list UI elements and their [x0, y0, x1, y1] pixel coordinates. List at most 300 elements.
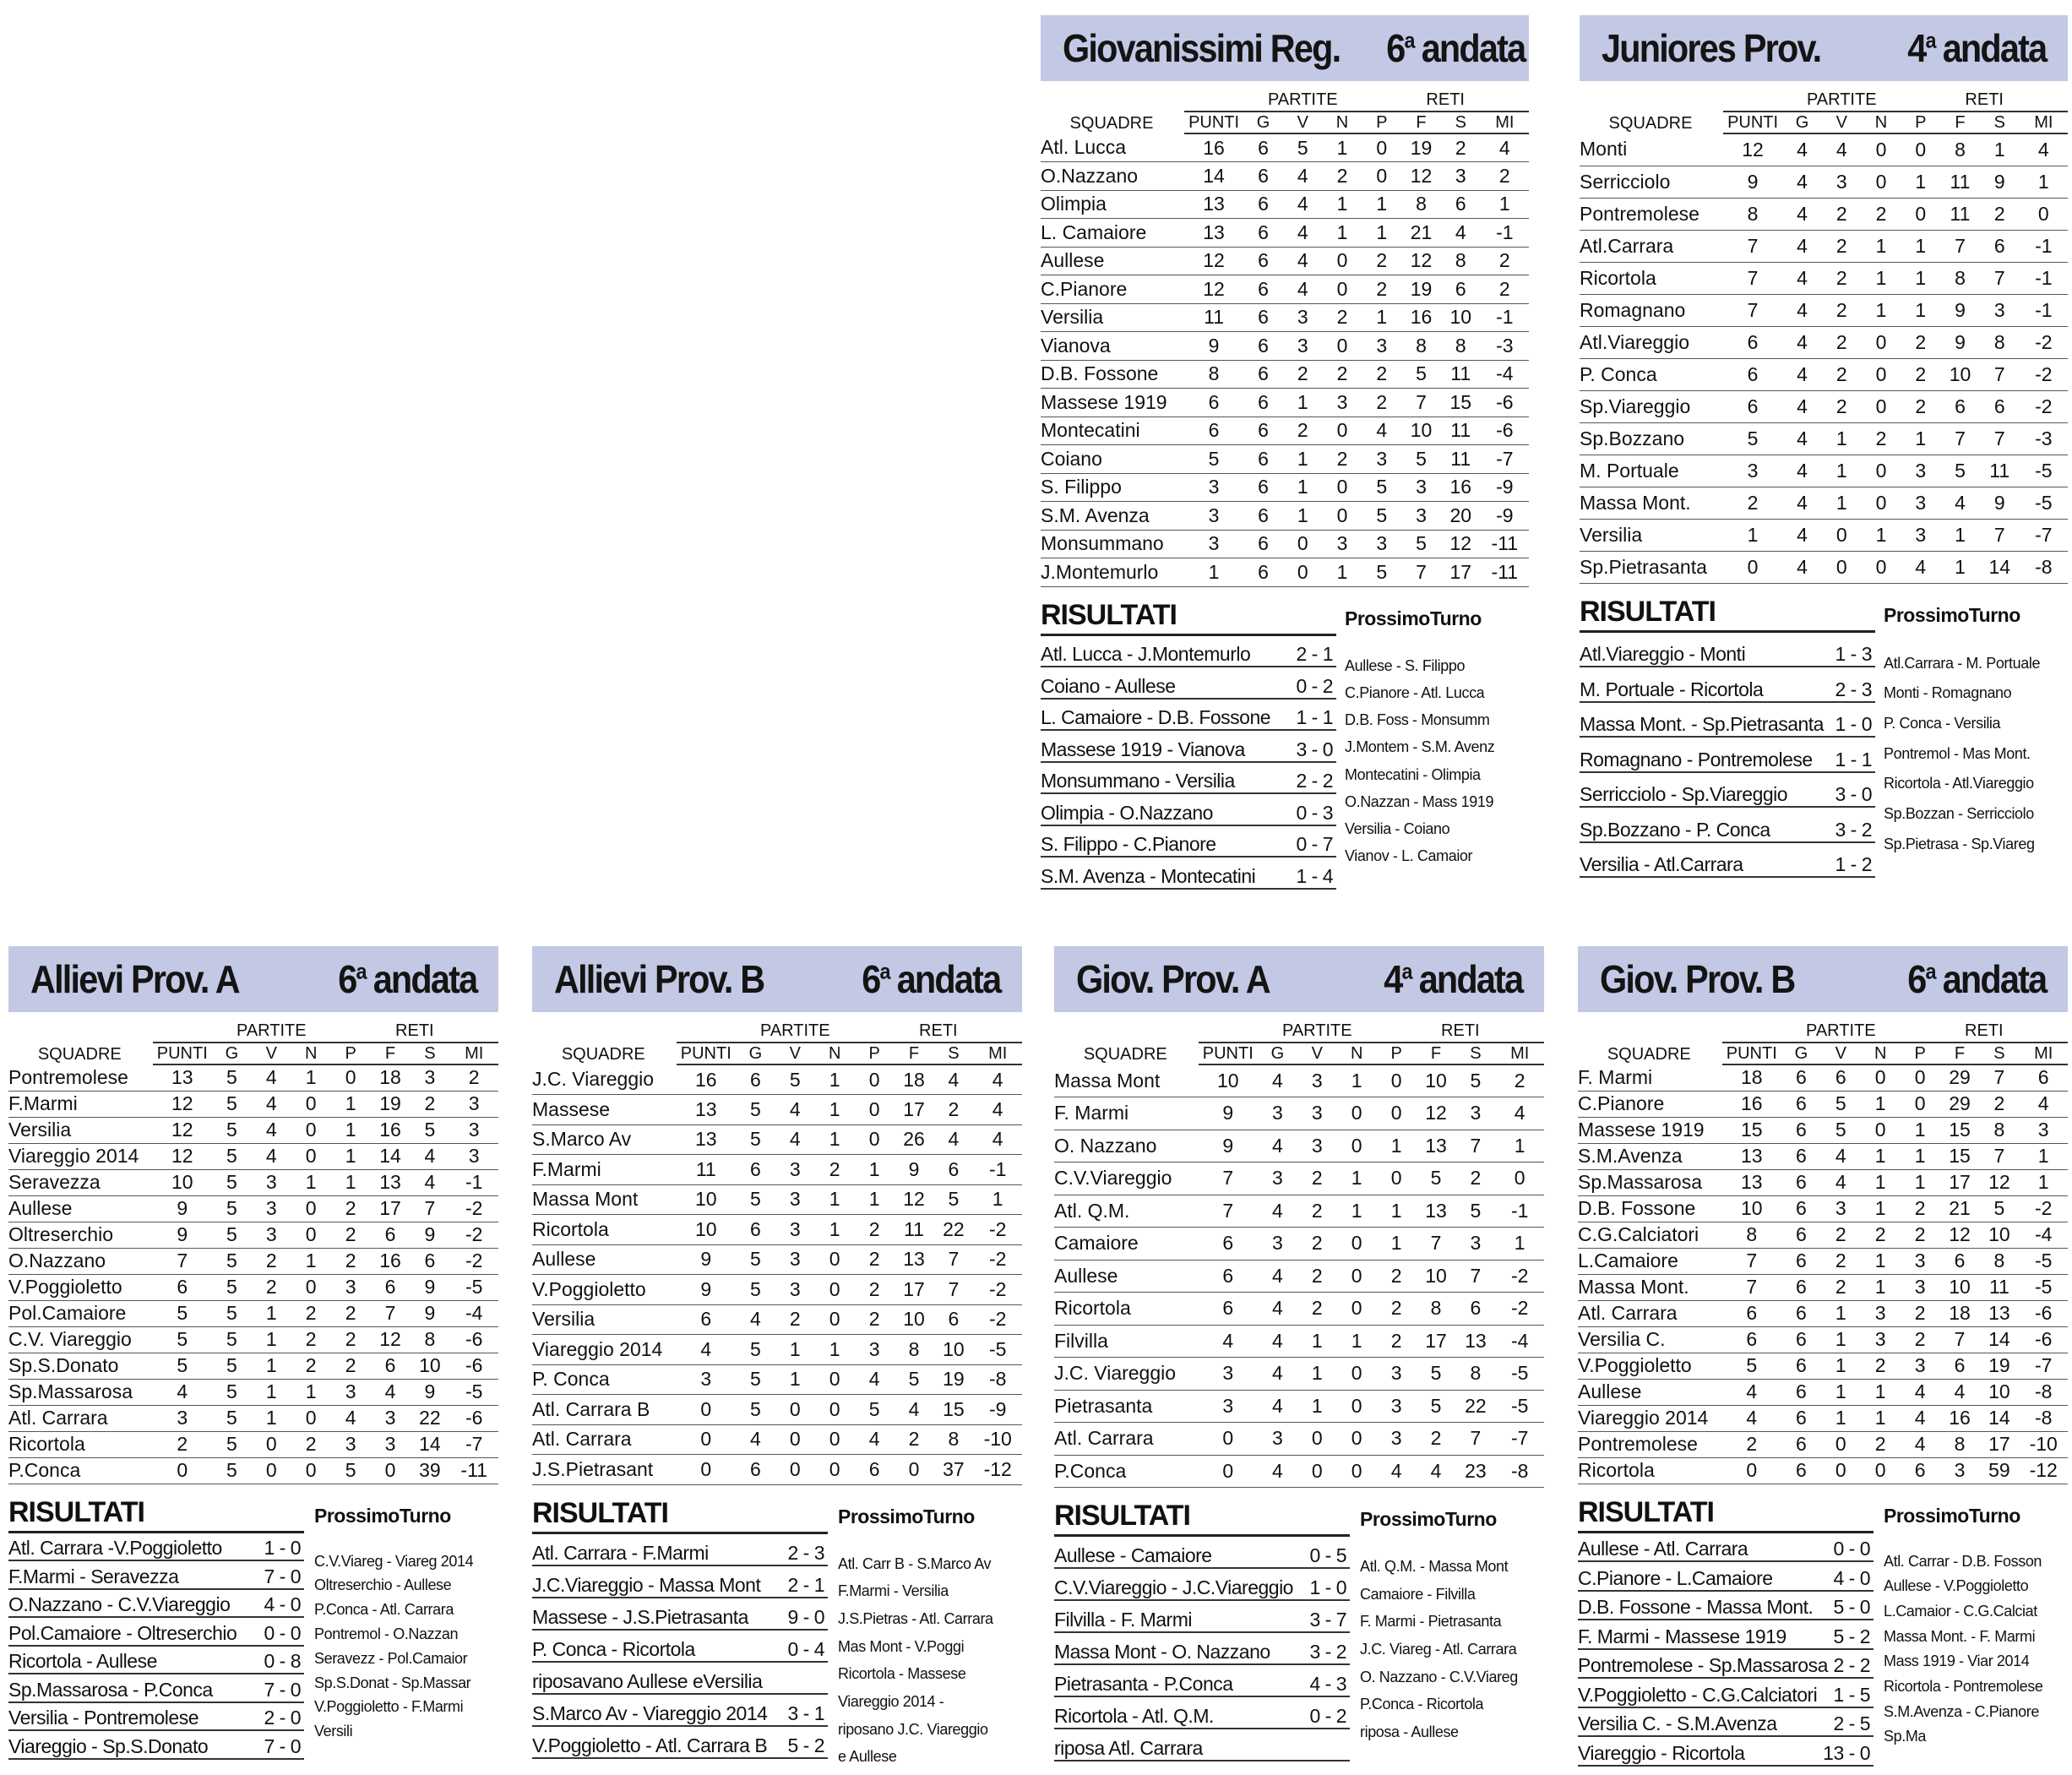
column-header-g: G	[1243, 112, 1283, 133]
team-stat: 6	[1243, 162, 1283, 191]
team-stat: 1	[1822, 487, 1862, 519]
team-stat: 6	[1980, 390, 2020, 422]
team-stat: 3	[371, 1405, 411, 1431]
team-stat: 9	[410, 1300, 449, 1326]
league-title: Giov. Prov. A	[1076, 957, 1270, 1001]
team-stat: 1	[291, 1064, 331, 1091]
team-stat: -11	[1481, 530, 1529, 558]
team-stat: 2	[895, 1424, 934, 1455]
results-list	[1580, 596, 1875, 879]
team-stat: 6	[1901, 1457, 1940, 1484]
team-stat: -10	[2019, 1431, 2068, 1457]
match-score: 1 - 0	[264, 1537, 301, 1559]
team-stat: 7	[1455, 1130, 1495, 1162]
team-stat: 9	[1199, 1130, 1258, 1162]
team-name: Massese 1919	[1041, 389, 1184, 417]
column-header-f: F	[1417, 1043, 1456, 1064]
team-stat: 3	[775, 1184, 815, 1215]
team-stat: 1	[1861, 1143, 1901, 1169]
team-stat: 2	[449, 1064, 498, 1091]
squadre-header: SQUADRE	[561, 1045, 645, 1064]
team-stat: 2	[1455, 1162, 1495, 1195]
team-stat: 1	[1822, 455, 1862, 487]
table-row	[1041, 303, 1529, 332]
team-stat: -4	[2019, 1222, 2068, 1248]
team-stat: 3	[1323, 530, 1362, 558]
team-stat: 6	[736, 1064, 775, 1095]
team-stat: 4	[736, 1424, 775, 1455]
team-stat: 5	[212, 1117, 252, 1143]
team-stat: 3	[410, 1064, 449, 1091]
result-row	[532, 1695, 828, 1727]
team-stat: 2	[1323, 360, 1362, 389]
team-stat: 16	[1940, 1405, 1980, 1431]
table-row	[1054, 1097, 1544, 1130]
team-stat: 2	[1901, 358, 1940, 390]
team-stat: 1	[973, 1184, 1022, 1215]
team-stat: 5	[1417, 1390, 1456, 1423]
match-score: 7 - 0	[264, 1678, 301, 1701]
team-stat: 6	[1722, 1326, 1781, 1353]
team-stat: 2	[1283, 417, 1323, 445]
round-ordinal: a	[1925, 27, 1935, 53]
team-stat: 1	[1821, 1405, 1861, 1431]
result-row	[1580, 843, 1875, 879]
result-row	[1041, 731, 1336, 763]
team-stat: 19	[1401, 275, 1441, 304]
team-stat: 1	[855, 1184, 895, 1215]
table-row	[1054, 1423, 1544, 1456]
next-match: Aullese - V.Poggioletto	[1884, 1577, 2029, 1595]
team-stat: 1	[1495, 1228, 1544, 1260]
team-stat: 3	[1455, 1097, 1495, 1130]
round-label	[338, 956, 476, 1002]
column-header-s: S	[1441, 112, 1481, 133]
match-score: 9 - 0	[787, 1605, 824, 1628]
next-round-title: ProssimoTurno	[1884, 1504, 2020, 1527]
round-ordinal: a	[1404, 27, 1414, 53]
team-stat: 4	[1782, 358, 1822, 390]
team-stat: -4	[449, 1300, 498, 1326]
round-number: 4	[1906, 26, 1926, 70]
team-stat: 1	[1901, 1169, 1940, 1195]
team-name: D.B. Fossone	[1041, 360, 1184, 389]
team-stat: -2	[449, 1195, 498, 1222]
results-title: RISULTATI	[8, 1496, 304, 1533]
match-teams: Viareggio - Sp.S.Donato	[8, 1734, 209, 1757]
match-score: 2 - 3	[787, 1541, 824, 1564]
column-header-p: P	[1901, 112, 1940, 133]
next-match: Atl. Carrar - D.B. Fosson	[1884, 1552, 2042, 1570]
column-header-n: N	[1862, 112, 1901, 133]
team-stat: 8	[1184, 360, 1243, 389]
team-stat: 2	[1821, 1248, 1861, 1274]
table-row	[1580, 551, 2068, 583]
column-header-g: G	[1781, 1043, 1821, 1064]
team-stat: 6	[1243, 558, 1283, 587]
team-stat: 3	[1901, 455, 1940, 487]
match-teams: Pontremolese - Sp.Massarosa	[1578, 1654, 1828, 1676]
team-stat: 2	[1979, 1091, 2019, 1117]
team-stat: 1	[1283, 389, 1323, 417]
column-header-n: N	[1861, 1043, 1901, 1064]
team-stat: 8	[1441, 332, 1481, 361]
results-list	[1578, 1496, 1874, 1767]
team-stat: 5	[736, 1335, 775, 1365]
team-stat: 0	[1337, 1260, 1377, 1293]
team-stat: 14	[1979, 1326, 2019, 1353]
team-stat: 4	[1258, 1325, 1297, 1358]
results-area	[1054, 1500, 1544, 1761]
team-stat: 2	[1862, 422, 1901, 455]
team-stat: 2	[1722, 1431, 1781, 1457]
team-stat: 1	[1362, 219, 1401, 248]
team-stat: 0	[1362, 133, 1401, 162]
team-stat: 4	[1283, 247, 1323, 275]
table-row	[532, 1124, 1022, 1155]
team-name: F.Marmi	[532, 1155, 677, 1185]
team-stat: 8	[1441, 247, 1481, 275]
team-name: Atl. Lucca	[1041, 133, 1184, 162]
team-stat: 3	[775, 1155, 815, 1185]
team-stat: 3	[331, 1379, 371, 1405]
team-stat: 1	[1821, 1300, 1861, 1326]
team-stat: 2	[252, 1274, 291, 1300]
team-stat: 3	[1455, 1228, 1495, 1260]
team-stat: -5	[2020, 455, 2068, 487]
table-row	[1578, 1326, 2068, 1353]
table-row	[1041, 389, 1529, 417]
next-match: L.Camaior - C.G.Calciat	[1884, 1602, 2037, 1620]
column-header-punti: PUNTI	[1184, 112, 1243, 133]
team-stat: 22	[1455, 1390, 1495, 1423]
team-stat: 1	[1297, 1325, 1337, 1358]
team-stat: 2	[331, 1300, 371, 1326]
team-stat: 3	[1861, 1300, 1901, 1326]
team-stat: 1	[291, 1248, 331, 1274]
team-name: P.Conca	[1054, 1455, 1199, 1488]
team-stat: -9	[1481, 502, 1529, 531]
column-header-p: P	[331, 1043, 371, 1064]
team-stat: 4	[1782, 133, 1822, 166]
match-teams: L. Camaiore - D.B. Fossone	[1041, 706, 1271, 728]
team-stat: 2	[1822, 230, 1862, 262]
team-stat: -3	[2020, 422, 2068, 455]
table-row	[1580, 326, 2068, 358]
team-stat: 6	[1184, 389, 1243, 417]
column-header-mi: MI	[1495, 1043, 1544, 1064]
team-stat: 0	[1862, 551, 1901, 583]
team-name: Pontremolese	[1578, 1431, 1722, 1457]
team-stat: 0	[815, 1304, 855, 1335]
round-number: 6	[1906, 957, 1926, 1001]
table-row	[532, 1155, 1022, 1185]
team-stat: 1	[1980, 133, 2020, 166]
team-stat: 5	[736, 1124, 775, 1155]
team-stat: 19	[1401, 133, 1441, 162]
team-stat: 4	[410, 1143, 449, 1169]
match-teams: O.Nazzano - C.V.Viareggio	[8, 1593, 231, 1615]
team-stat: 2	[252, 1248, 291, 1274]
next-round	[1884, 1496, 2068, 1767]
team-name: D.B. Fossone	[1578, 1195, 1722, 1222]
round-label	[862, 956, 1000, 1002]
team-stat: 2	[331, 1248, 371, 1274]
team-stat: 12	[371, 1326, 411, 1353]
team-stat: 11	[1441, 445, 1481, 474]
team-stat: 6	[1441, 275, 1481, 304]
team-stat: 0	[1297, 1455, 1337, 1488]
team-stat: 5	[212, 1457, 252, 1484]
team-stat: 0	[291, 1222, 331, 1248]
team-stat: 1	[1821, 1379, 1861, 1405]
column-header-s: S	[933, 1043, 973, 1064]
team-stat: 1	[1377, 1130, 1417, 1162]
team-stat: 4	[775, 1095, 815, 1125]
team-stat: 4	[1258, 1260, 1297, 1293]
team-stat: 3	[1297, 1064, 1337, 1097]
team-stat: 1	[1377, 1228, 1417, 1260]
column-header-mi: MI	[973, 1043, 1022, 1064]
team-stat: 26	[895, 1124, 934, 1155]
team-stat: 5	[1940, 455, 1980, 487]
team-stat: 0	[252, 1431, 291, 1457]
column-header-f: F	[1401, 112, 1441, 133]
team-stat: 4	[973, 1064, 1022, 1095]
result-row	[1041, 826, 1336, 858]
team-name: Camaiore	[1054, 1228, 1199, 1260]
team-stat: 1	[1901, 1143, 1940, 1169]
team-stat: 1	[1901, 230, 1940, 262]
team-stat: 5	[410, 1117, 449, 1143]
team-name: Atl.Carrara	[1580, 230, 1723, 262]
result-row	[532, 1598, 828, 1631]
team-stat: 4	[1258, 1130, 1297, 1162]
team-stat: 1	[252, 1300, 291, 1326]
result-row	[1041, 794, 1336, 826]
team-stat: 0	[855, 1124, 895, 1155]
team-stat: 3	[1362, 332, 1401, 361]
team-stat: 3	[1362, 445, 1401, 474]
match-score: 1 - 1	[1835, 748, 1872, 770]
team-stat: 1	[1362, 190, 1401, 219]
team-stat: 10	[1417, 1260, 1456, 1293]
team-stat: 22	[933, 1215, 973, 1245]
team-stat: 0	[1337, 1455, 1377, 1488]
team-stat: 17	[1441, 558, 1481, 587]
team-stat: 1	[291, 1169, 331, 1195]
match-score: 1 - 3	[1835, 643, 1872, 665]
team-stat: 4	[153, 1379, 212, 1405]
team-stat: 11	[677, 1155, 736, 1185]
team-name: J.C. Viareggio	[532, 1064, 677, 1095]
result-row	[8, 1731, 304, 1760]
team-stat: 9	[153, 1222, 212, 1248]
round-label	[1907, 956, 2046, 1002]
team-stat: 1	[1297, 1390, 1337, 1423]
team-name: Atl. Q.M.	[1054, 1195, 1199, 1228]
team-stat: 3	[1401, 473, 1441, 502]
next-round-title: ProssimoTurno	[1345, 607, 1482, 629]
team-stat: 4	[371, 1379, 411, 1405]
team-stat: 2	[331, 1222, 371, 1248]
standings-table	[1041, 90, 1529, 587]
standings-table	[1580, 90, 2068, 584]
team-name: S.Marco Av	[532, 1124, 677, 1155]
team-stat: -2	[2020, 390, 2068, 422]
team-stat: 1	[252, 1405, 291, 1431]
match-score: 1 - 5	[1833, 1683, 1870, 1706]
next-match: D.B. Foss - Monsumm	[1345, 711, 1490, 728]
team-stat: 0	[2020, 198, 2068, 230]
table-row	[1041, 360, 1529, 389]
match-teams: Coiano - Aullese	[1041, 674, 1176, 697]
team-stat: 0	[1323, 275, 1362, 304]
table-row	[1041, 275, 1529, 304]
team-name: Sp.Pietrasanta	[1580, 551, 1723, 583]
team-stat: 7	[1722, 1274, 1781, 1300]
team-name: J.S.Pietrasant	[532, 1455, 677, 1485]
match-score: 2 - 5	[1833, 1712, 1870, 1734]
column-header-p: P	[855, 1043, 895, 1064]
table-row	[8, 1117, 498, 1143]
team-stat: 16	[371, 1117, 411, 1143]
team-name: Massa Mont.	[1580, 487, 1723, 519]
team-stat: 1	[815, 1335, 855, 1365]
team-stat: 7	[1723, 262, 1782, 294]
column-header-mi: MI	[449, 1043, 498, 1064]
team-stat: 9	[153, 1195, 212, 1222]
team-stat: 3	[1821, 1195, 1861, 1222]
match-teams: Versilia - Atl.Carrara	[1580, 853, 1743, 875]
table-row	[8, 1326, 498, 1353]
team-stat: 6	[1455, 1293, 1495, 1326]
team-stat: 0	[1337, 1130, 1377, 1162]
result-row	[1578, 1650, 1874, 1680]
table-row	[1054, 1325, 1544, 1358]
team-stat: 1	[1297, 1358, 1337, 1391]
team-name: Vianova	[1041, 332, 1184, 361]
team-stat: 5	[1401, 360, 1441, 389]
column-header-f: F	[1940, 112, 1980, 133]
team-stat: 1	[1901, 262, 1940, 294]
header-group-row	[1041, 90, 1529, 112]
team-stat: 6	[1184, 417, 1243, 445]
team-stat: 4	[252, 1091, 291, 1117]
team-stat: 7	[1980, 358, 2020, 390]
team-stat: 10	[677, 1184, 736, 1215]
team-stat: 1	[815, 1064, 855, 1095]
team-stat: 2	[1723, 487, 1782, 519]
team-stat: 5	[736, 1244, 775, 1275]
team-stat: 5	[736, 1275, 775, 1305]
team-stat: 0	[677, 1424, 736, 1455]
team-name: Versilia C.	[1578, 1326, 1722, 1353]
match-score: 0 - 5	[1309, 1544, 1346, 1566]
team-stat: 5	[212, 1300, 252, 1326]
team-stat: 0	[775, 1455, 815, 1485]
next-match: Viareggio 2014 -	[838, 1692, 944, 1710]
team-name: F. Marmi	[1054, 1097, 1199, 1130]
team-name: Massa Mont.	[1578, 1274, 1722, 1300]
team-stat: 6	[1781, 1117, 1821, 1143]
team-stat: 10	[153, 1169, 212, 1195]
team-stat: 2	[1901, 326, 1940, 358]
result-row	[8, 1674, 304, 1703]
team-stat: 2	[1297, 1260, 1337, 1293]
result-row	[1054, 1569, 1350, 1601]
table-row	[1578, 1195, 2068, 1222]
team-stat: 2	[1980, 198, 2020, 230]
match-teams: C.V.Viareggio - J.C.Viareggio	[1054, 1576, 1293, 1598]
team-stat: 5	[1821, 1117, 1861, 1143]
team-name: Massese	[532, 1095, 677, 1125]
team-stat: 1	[252, 1326, 291, 1353]
standings-table	[1578, 1021, 2068, 1484]
column-header-v: V	[252, 1043, 291, 1064]
team-stat: 10	[1417, 1064, 1456, 1097]
table-row	[1054, 1162, 1544, 1195]
match-teams: F.Marmi - Seravezza	[8, 1565, 179, 1587]
team-stat: 1	[1283, 473, 1323, 502]
league-title: Allievi Prov. A	[30, 957, 239, 1001]
team-stat: 1	[1861, 1248, 1901, 1274]
team-stat: 6	[1722, 1300, 1781, 1326]
team-stat: 1	[1861, 1405, 1901, 1431]
next-match: C.V.Viareg - Viareg 2014	[314, 1552, 474, 1570]
team-stat: 2	[1861, 1431, 1901, 1457]
team-stat: 1	[1377, 1195, 1417, 1228]
team-stat: 2	[1821, 1222, 1861, 1248]
result-row	[8, 1703, 304, 1732]
reti-header: RETI	[1965, 90, 2004, 109]
next-match: Montecatini - Olimpia	[1345, 765, 1481, 783]
team-name: Viareggio 2014	[1578, 1405, 1722, 1431]
round-number: 4	[1383, 957, 1402, 1001]
table-row	[1054, 1455, 1544, 1488]
team-stat: 1	[1283, 445, 1323, 474]
team-stat: 0	[1901, 198, 1940, 230]
team-stat: 4	[933, 1064, 973, 1095]
results-title: RISULTATI	[1054, 1500, 1350, 1537]
team-stat: 12	[1184, 275, 1243, 304]
team-stat: 4	[855, 1364, 895, 1395]
team-name: Versilia	[1041, 303, 1184, 332]
team-stat: 1	[775, 1335, 815, 1365]
team-stat: 0	[1821, 1457, 1861, 1484]
column-header-g: G	[1258, 1043, 1297, 1064]
match-score: 3 - 2	[1309, 1641, 1346, 1663]
table-row	[1580, 390, 2068, 422]
match-score: 0 - 4	[787, 1637, 824, 1660]
team-stat: -7	[1481, 445, 1529, 474]
team-stat: 5	[1362, 502, 1401, 531]
team-stat: 8	[1940, 262, 1980, 294]
team-stat: 4	[1782, 326, 1822, 358]
team-stat: 3	[1297, 1097, 1337, 1130]
next-match: Mass 1919 - Viar 2014	[1884, 1652, 2030, 1670]
team-stat: 12	[153, 1091, 212, 1117]
table-row	[532, 1364, 1022, 1395]
team-stat: 1	[1821, 1326, 1861, 1353]
match-score: 4 - 0	[1833, 1566, 1870, 1589]
table-row	[8, 1379, 498, 1405]
team-stat: 4	[1782, 390, 1822, 422]
team-stat: 8	[1401, 190, 1441, 219]
team-stat: 0	[775, 1424, 815, 1455]
team-stat: 3	[1901, 1274, 1940, 1300]
match-teams: P. Conca - Ricortola	[532, 1637, 695, 1660]
